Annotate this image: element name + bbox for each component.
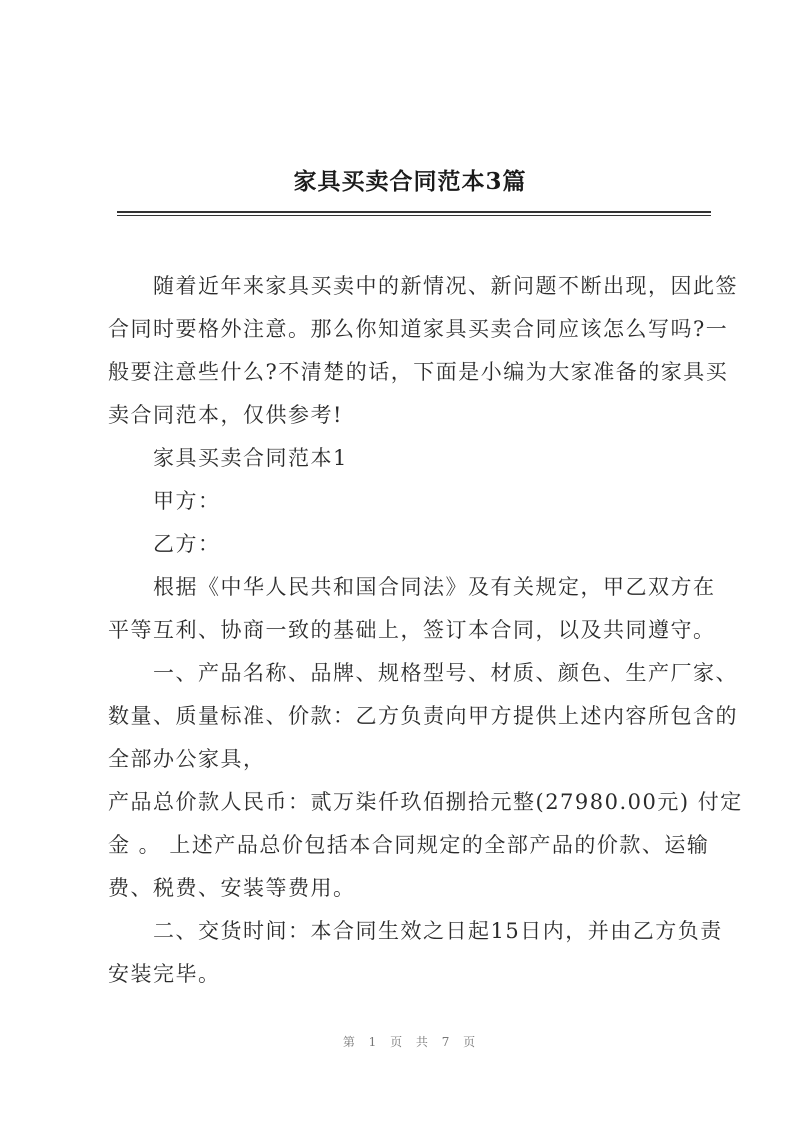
document-title: 家具买卖合同范本3篇 xyxy=(293,168,527,195)
body-line: 平等互利、协商一致的基础上，签订本合同，以及共同遵守。 xyxy=(108,618,716,642)
body-line: 全部办公家具， xyxy=(108,747,266,771)
page-footer: 第 1 页 共 7 页 xyxy=(342,1035,478,1049)
body-line: 根据《中华人民共和国合同法》及有关规定，甲乙双方在 xyxy=(108,575,716,599)
body-line: 二、交货时间：本合同生效之日起15日内，并由乙方负责 xyxy=(108,919,723,943)
body-line: 费、税费、安装等费用。 xyxy=(108,876,356,900)
body-line: 般要注意些什么?不清楚的话，下面是小编为大家准备的家具买 xyxy=(108,360,729,384)
body-line: 一、产品名称、品牌、规格型号、材质、颜色、生产厂家、 xyxy=(108,661,738,685)
body-line: 金 。 上述产品总价包括本合同规定的全部产品的价款、运输 xyxy=(108,833,710,857)
body-line: 乙方： xyxy=(108,532,221,556)
body-line: 家具买卖合同范本1 xyxy=(108,446,348,470)
body-line: 随着近年来家具买卖中的新情况、新问题不断出现，因此签 xyxy=(108,274,738,298)
body-line: 甲方： xyxy=(108,489,221,513)
body-line: 合同时要格外注意。那么你知道家具买卖合同应该怎么写吗?一 xyxy=(108,317,729,341)
body-line: 数量、质量标准、价款：乙方负责向甲方提供上述内容所包含的 xyxy=(108,704,738,728)
body-line: 卖合同范本，仅供参考! xyxy=(108,403,343,427)
title-divider xyxy=(117,211,711,216)
body-line: 产品总价款人民币：贰万柒仟玖佰捌拾元整(27980.00元) 付定 xyxy=(108,790,743,814)
body-line: 安装完毕。 xyxy=(108,962,221,986)
